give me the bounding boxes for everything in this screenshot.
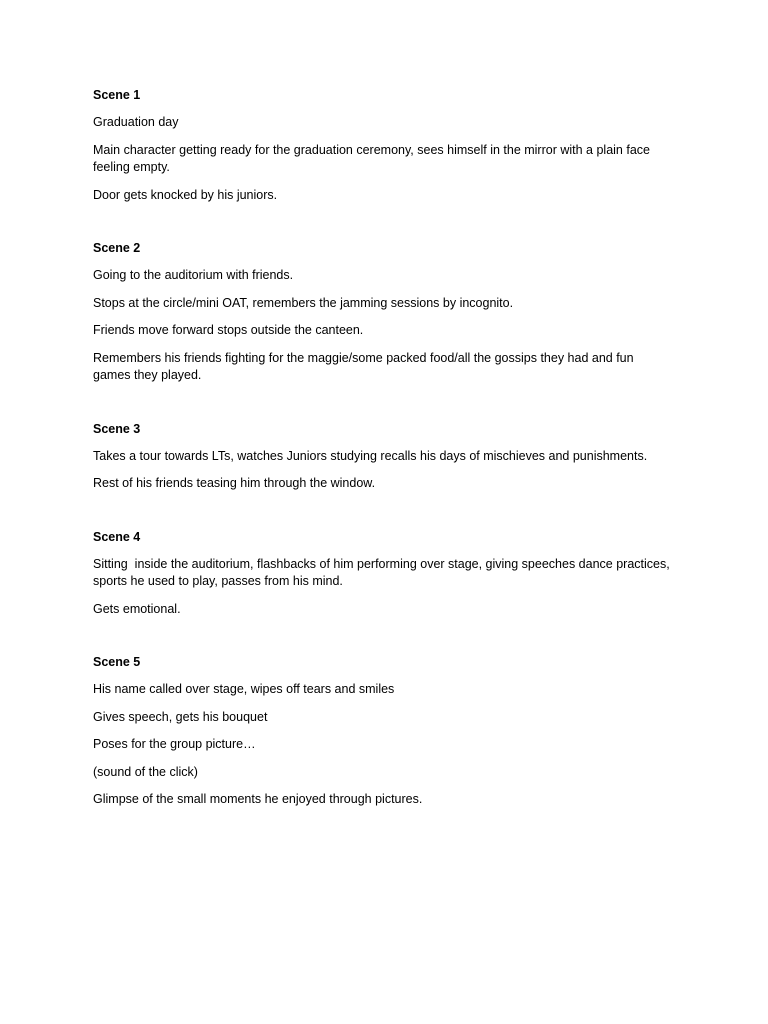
scene-paragraph: Rest of his friends teasing him through the window.	[93, 476, 376, 490]
scene-paragraph: Graduation day	[93, 115, 179, 129]
scene-2	[93, 240, 673, 385]
scene-paragraph: Stops at the circle/mini OAT, remembers the jamming sessions by incognito.	[93, 295, 514, 310]
document-page	[93, 87, 673, 809]
scene-heading: Scene 1	[93, 88, 141, 102]
scene-paragraph: Friends move forward stops outside the canteen.	[93, 323, 364, 337]
scene-paragraph: Sitting inside the auditorium, flashbacks of him performing over stage, giving speeches dance practices, sports he used to play, passes from his mind.	[93, 556, 674, 588]
scene-paragraph: Door gets knocked by his juniors.	[93, 187, 278, 202]
scene-heading: Scene 5	[93, 655, 141, 669]
scene-paragraph: Poses for the group picture…	[93, 737, 256, 751]
scene-3	[93, 421, 673, 493]
scene-heading: Scene 3	[93, 421, 141, 436]
scene-1	[93, 87, 673, 204]
scene-paragraph: Gets emotional.	[93, 601, 181, 616]
scene-paragraph: (sound of the click)	[93, 764, 198, 779]
scene-heading: Scene 4	[93, 529, 141, 544]
scene-paragraph: Glimpse of the small moments he enjoyed through pictures.	[93, 792, 423, 806]
scene-paragraph: Remembers his friends fighting for the maggie/some packed food/all the gossips they had and fun games they played.	[93, 350, 638, 382]
scene-heading: Scene 2	[93, 241, 141, 255]
scene-5	[93, 654, 673, 809]
scene-paragraph: Takes a tour towards LTs, watches Juniors studying recalls his days of mischieves and punishments.	[93, 448, 648, 463]
scene-4	[93, 529, 673, 619]
scene-paragraph: Gives speech, gets his bouquet	[93, 709, 268, 724]
scene-paragraph: His name called over stage, wipes off tears and smiles	[93, 682, 395, 696]
scene-paragraph: Going to the auditorium with friends.	[93, 268, 294, 282]
scene-paragraph: Main character getting ready for the graduation ceremony, sees himself in the mirror with a plain face feeling empty.	[93, 142, 654, 174]
